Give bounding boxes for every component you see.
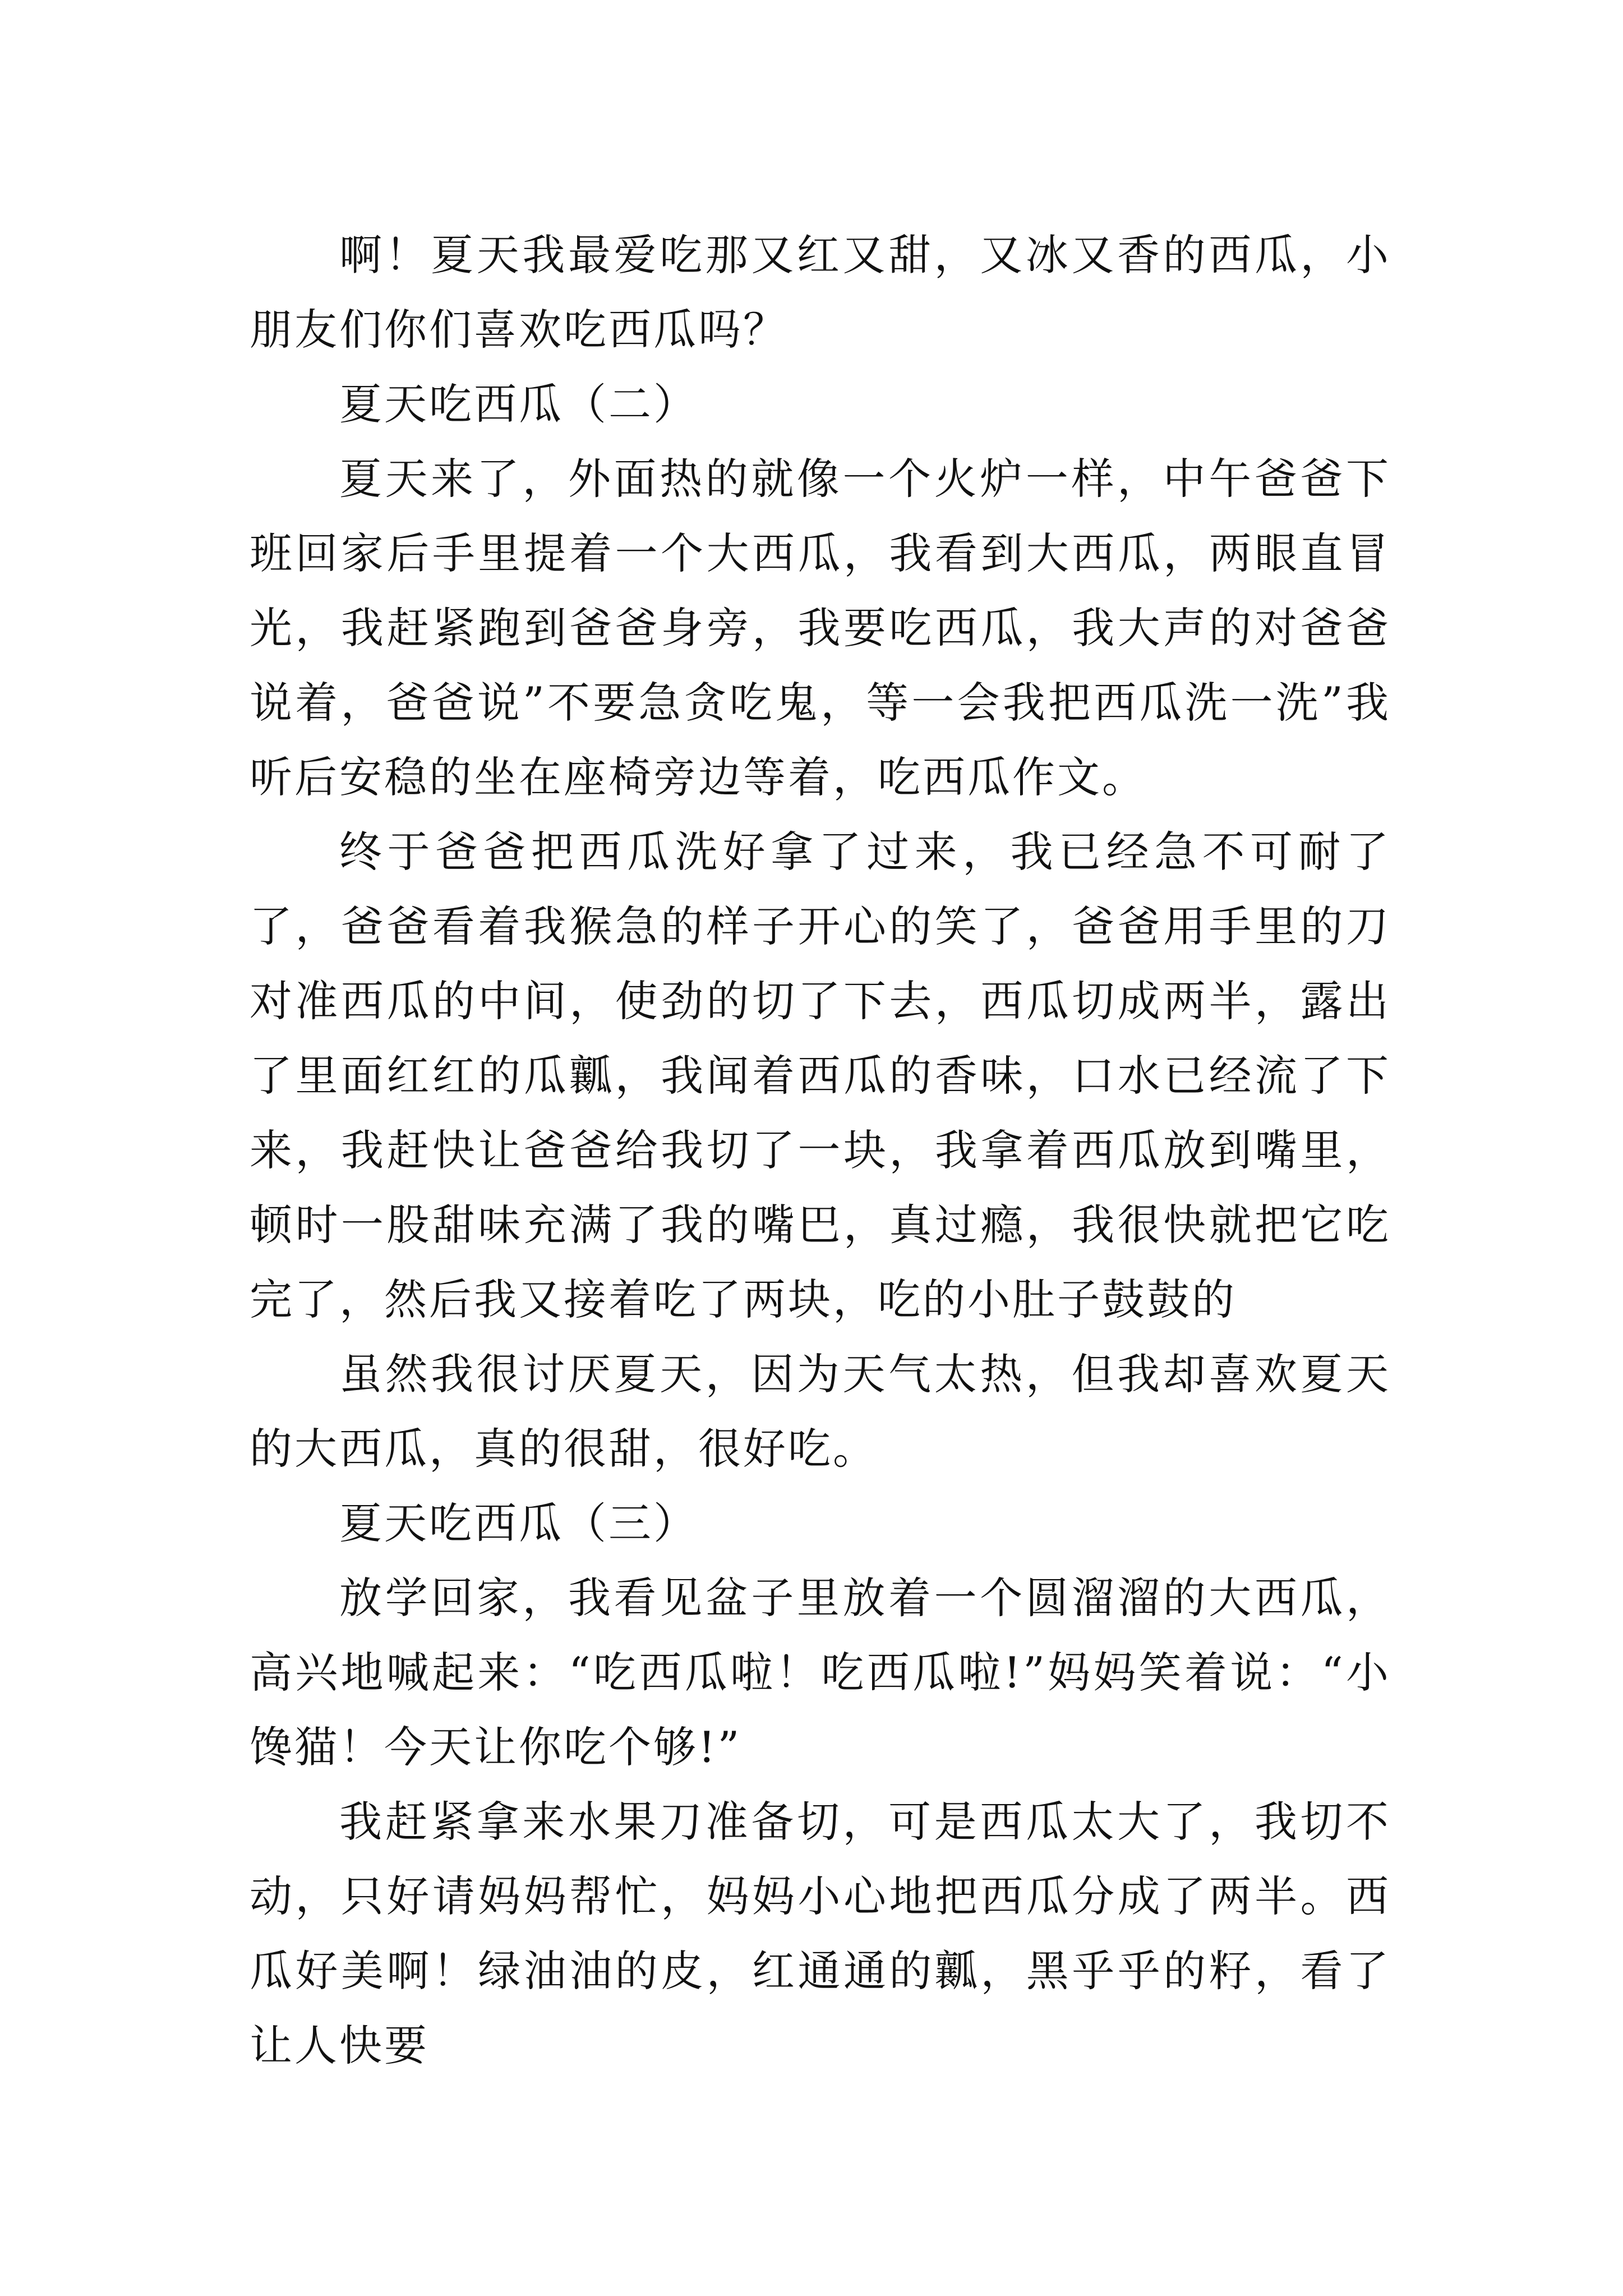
paragraph-mom-helps-cut: 我赶紧拿来水果刀准备切，可是西瓜太大了，我切不动，只好请妈妈帮忙，妈妈小心地把西瓜分成了两半。西瓜好美啊！绿油油的皮，红通通的瓤，黑乎乎的籽，看了让人快要 [250,1797,1391,2070]
paragraph-summer-conclusion: 虽然我很讨厌夏天，因为天气太热，但我却喜欢夏天的大西瓜，真的很甜，很好吃。 [250,1349,1391,1474]
paragraph-intro-ending: 啊！夏天我最爱吃那又红又甜，又冰又香的西瓜，小朋友们你们喜欢吃西瓜吗？ [250,230,1391,355]
paragraph-coming-home: 放学回家，我看见盆子里放着一个圆溜溜的大西瓜，高兴地喊起来：“吃西瓜啦！吃西瓜啦!”妈妈笑着说：“小馋猫！今天让你吃个够!” [250,1573,1391,1772]
document-body [250,218,1391,2083]
paragraph-dad-brings-watermelon: 夏天来了，外面热的就像一个火炉一样，中午爸爸下班回家后手里提着一个大西瓜，我看到大西瓜，两眼直冒光，我赶紧跑到爸爸身旁，我要吃西瓜，我大声的对爸爸说着，爸爸说”不要急贪吃鬼，等一会我把西瓜洗一洗”我听后安稳的坐在座椅旁边等着，吃西瓜作文。 [250,454,1391,802]
section-heading-three: 夏天吃西瓜（三） [339,1498,698,1548]
section-heading-two: 夏天吃西瓜（二） [339,379,698,429]
paragraph-cutting-watermelon: 终于爸爸把西瓜洗好拿了过来，我已经急不可耐了了，爸爸看着我猴急的样子开心的笑了，爸爸用手里的刀对准西瓜的中间，使劲的切了下去，西瓜切成两半，露出了里面红红的瓜瓤，我闻着西瓜的香味，口水已经流了下来，我赶快让爸爸给我切了一块，我拿着西瓜放到嘴里，顿时一股甜味充满了我的嘴巴，真过瘾，我很快就把它吃完了，然后我又接着吃了两块，吃的小肚子鼓鼓的 [250,827,1391,1324]
